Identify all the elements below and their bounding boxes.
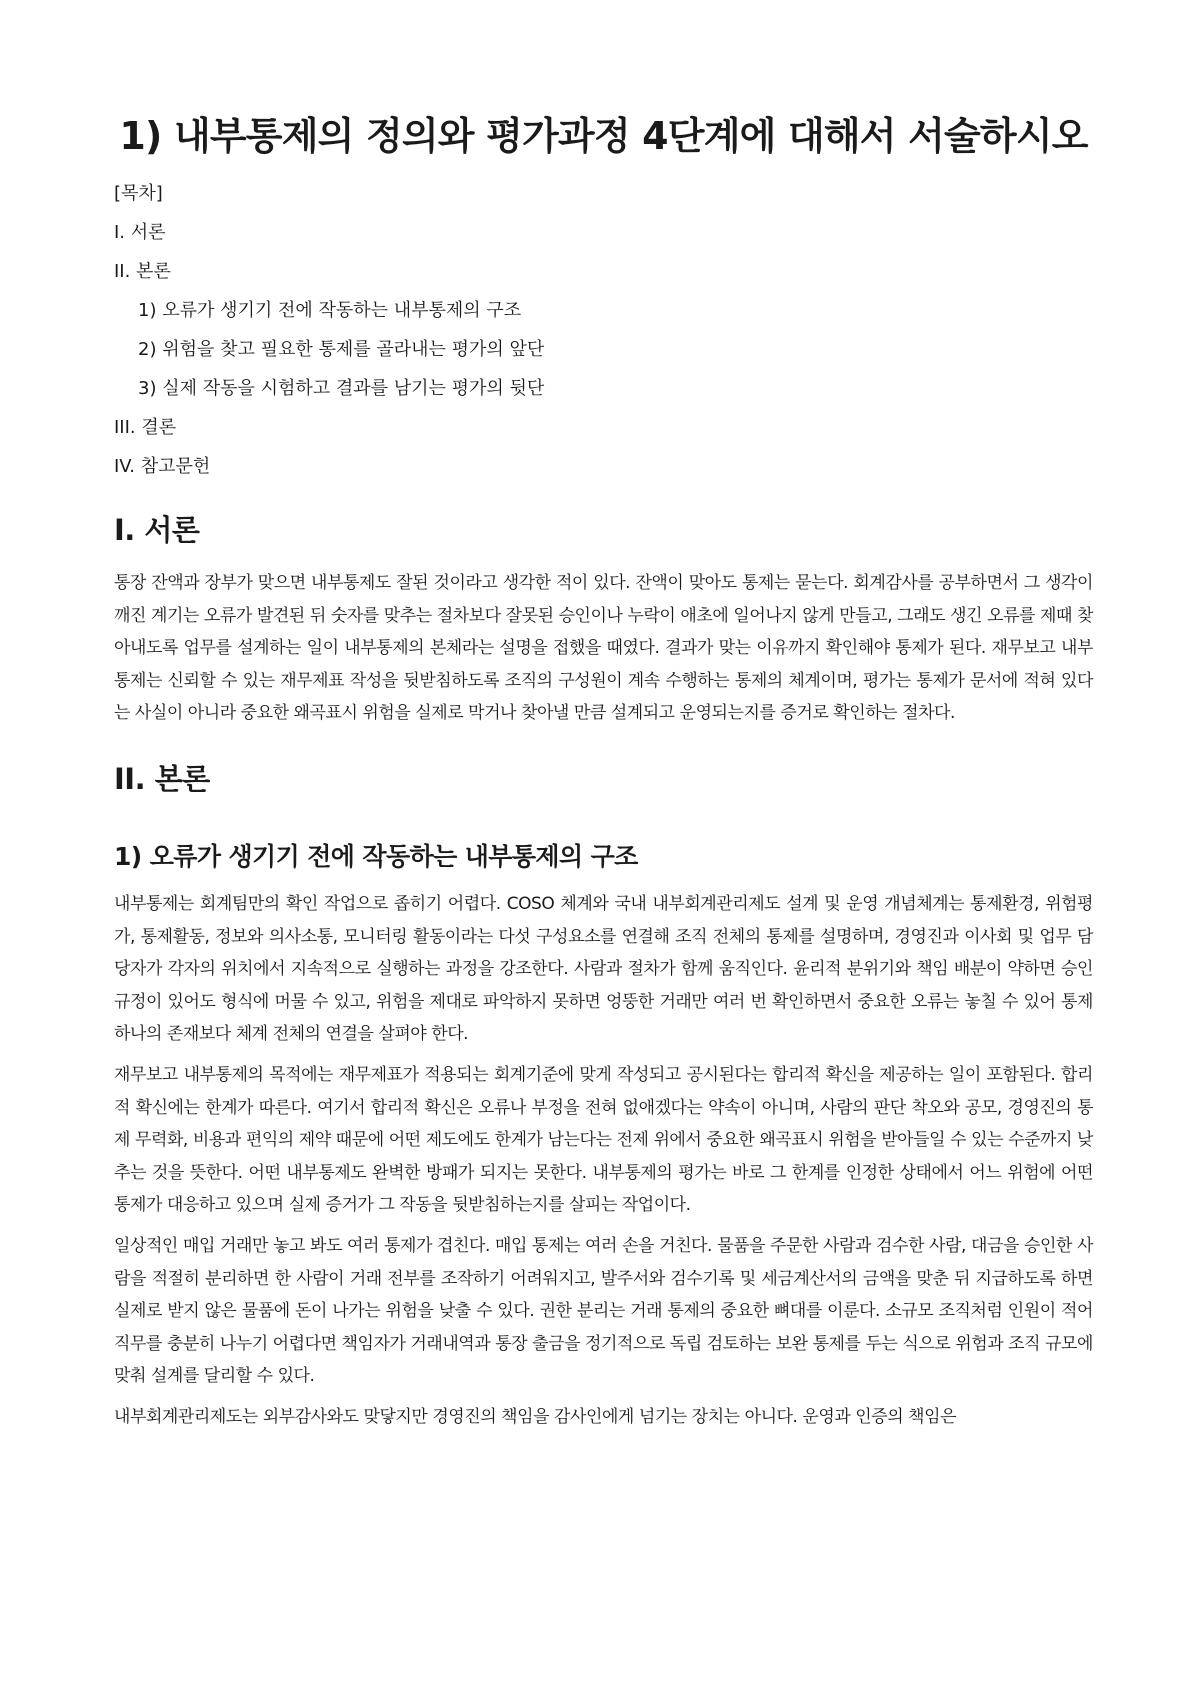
toc-item-body: II. 본론	[114, 261, 171, 282]
section-1-paragraph: 내부통제는 회계팀만의 확인 작업으로 좁히기 어렵다. COSO 체계와 국내 내부회계관리제도 설계 및 운영 개념체계는 통제환경, 위험평가, 통제활동, 정보와 의사소통, 모니터링 활동이라는 다섯 구성요소를 연결해 조직 전체의 통제를 설명하며, 경영진과 이사회 및 업무 담당자가 각자의 위치에서 지속적으로 실행하는 과정을 강조한다. 사람과 절차가 함께 움직인다. 윤리적 분위기와 책임 배분이 약하면 승인 규정이 있어도 형식에 머물 수 있고, 위험을 제대로 파악하지 못하면 엉뚱한 거래만 여러 번 확인하면서 중요한 오류는 놓칠 수 있어 통제 하나의 존재보다 체계 전체의 연결을 살펴야 한다.	[114, 893, 1093, 1045]
section-1-heading: 1) 오류가 생기기 전에 작동하는 내부통제의 구조	[114, 841, 638, 871]
toc-heading: [목차]	[114, 183, 163, 204]
document-title: 1) 내부통제의 정의와 평가과정 4단계에 대해서 서술하시오	[119, 114, 1088, 158]
section-1-paragraph: 일상적인 매입 거래만 놓고 봐도 여러 통제가 겹친다. 매입 통제는 여러 손을 거친다. 물품을 주문한 사람과 검수한 사람, 대금을 승인한 사람을 적절히 분리하면 한 사람이 거래 전부를 조작하기 어려워지고, 발주서와 검수기록 및 세금계산서의 금액을 맞춘 뒤 지급하도록 하면 실제로 받지 않은 물품에 돈이 나가는 위험을 낮출 수 있다. 권한 분리는 거래 통제의 중요한 뼈대를 이룬다. 소규모 조직처럼 인원이 적어 직무를 충분히 나누기 어렵다면 책임자가 거래내역과 통장 출금을 정기적으로 독립 검토하는 보완 통제를 두는 식으로 위험과 조직 규모에 맞춰 설계를 달리할 수 있다.	[114, 1235, 1093, 1387]
toc-item-conclusion: III. 결론	[114, 417, 177, 438]
body-heading: II. 본론	[114, 761, 210, 796]
introduction-heading: I. 서론	[114, 513, 200, 547]
section-1-paragraph: 내부회계관리제도는 외부감사와도 맞닿지만 경영진의 책임을 감사인에게 넘기는 장치는 아니다. 운영과 인증의 책임은	[114, 1406, 957, 1427]
toc-item-body-section-2: 2) 위험을 찾고 필요한 통제를 골라내는 평가의 앞단	[138, 339, 545, 360]
toc-item-introduction: I. 서론	[114, 222, 166, 243]
toc-item-body-section-1: 1) 오류가 생기기 전에 작동하는 내부통제의 구조	[138, 300, 522, 321]
toc-item-body-section-3: 3) 실제 작동을 시험하고 결과를 남기는 평가의 뒷단	[138, 378, 545, 399]
section-1-paragraph: 재무보고 내부통제의 목적에는 재무제표가 적용되는 회계기준에 맞게 작성되고 공시된다는 합리적 확신을 제공하는 일이 포함된다. 합리적 확신에는 한계가 따른다. 여기서 합리적 확신은 오류나 부정을 전혀 없애겠다는 약속이 아니며, 사람의 판단 착오와 공모, 경영진의 통제 무력화, 비용과 편익의 제약 때문에 어떤 제도에도 한계가 남는다는 전제 위에서 중요한 왜곡표시 위험을 받아들일 수 있는 수준까지 낮추는 것을 뜻한다. 어떤 내부통제도 완벽한 방패가 되지는 못한다. 내부통제의 평가는 바로 그 한계를 인정한 상태에서 어느 위험에 어떤 통제가 대응하고 있으며 실제 증거가 그 작동을 뒷받침하는지를 살피는 작업이다.	[114, 1064, 1093, 1216]
table-of-contents	[114, 182, 1093, 479]
introduction-paragraph: 통장 잔액과 장부가 맞으면 내부통제도 잘된 것이라고 생각한 적이 있다. 잔액이 맞아도 통제는 묻는다. 회계감사를 공부하면서 그 생각이 깨진 계기는 오류가 발견된 뒤 숫자를 맞추는 절차보다 잘못된 승인이나 누락이 애초에 일어나지 않게 만들고, 그래도 생긴 오류를 제때 찾아내도록 업무를 설계하는 일이 내부통제의 본체라는 설명을 접했을 때였다. 결과가 맞는 이유까지 확인해야 통제가 된다. 재무보고 내부통제는 신뢰할 수 있는 재무제표 작성을 뒷받침하도록 조직의 구성원이 계속 수행하는 통제의 체계이며, 평가는 통제가 문서에 적혀 있다는 사실이 아니라 중요한 왜곡표시 위험을 실제로 막거나 찾아낼 만큼 설계되고 운영되는지를 증거로 확인하는 절차다.	[114, 573, 1093, 724]
toc-item-references: IV. 참고문헌	[114, 456, 211, 477]
